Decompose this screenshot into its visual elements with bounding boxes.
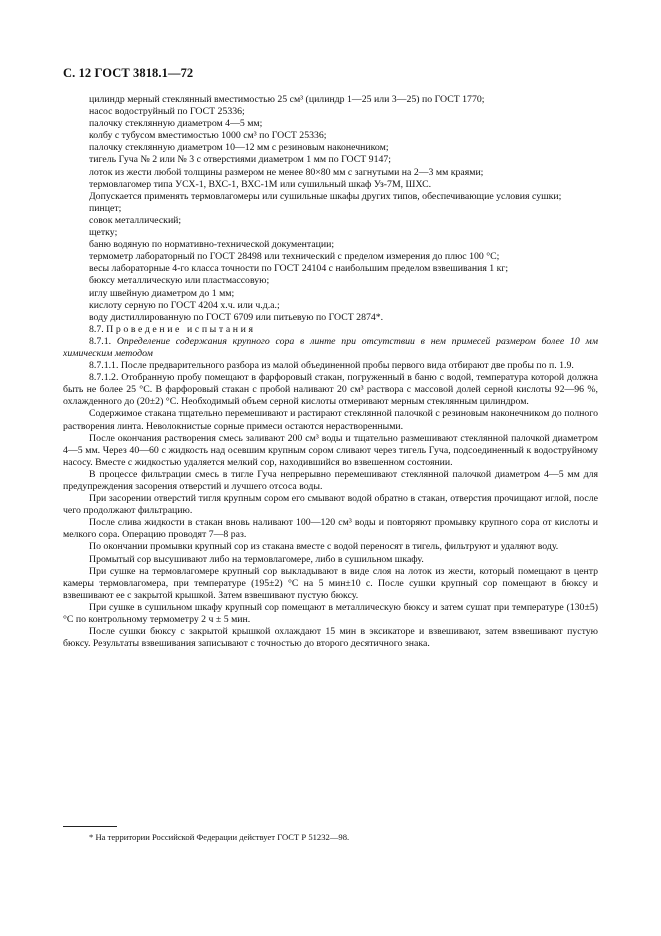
equipment-list-2 <box>63 203 598 324</box>
equipment-list <box>63 94 598 191</box>
paragraph: После слива жидкости в стакан вновь наливают 100—120 см³ воды и повторяют промывку крупного сора от кислоты и мелкого сора. Операцию проводят 7—8 раз. <box>63 517 598 541</box>
list-item: палочку стеклянную диаметром 4—5 мм; <box>89 118 263 130</box>
document-body <box>63 94 598 650</box>
list-item: кислоту серную по ГОСТ 4204 х.ч. или ч.д.а.; <box>89 299 280 311</box>
list-item: насос водоструйный по ГОСТ 25336; <box>89 106 245 118</box>
list-item: иглу швейную диаметром до 1 мм; <box>89 287 235 299</box>
list-item: термовлагомер типа УСХ-1, ВХС-1, ВХС-1М или сушильный шкаф Уз-7М, ШХС. <box>89 178 432 190</box>
list-item: палочку стеклянную диаметром 10—12 мм с резиновым наконечником; <box>89 142 389 154</box>
list-item: щетку; <box>89 227 118 239</box>
subsection-title: Определение содержания крупного сора в линте при отсутствии в нем примесей размером более 10 мм химическим методом <box>63 335 599 359</box>
paragraph: При сушке в сушильном шкафу крупный сор помещают в металлическую бюксу и затем сушат при температуре (130±5) °С по контрольному термометру 2 ч ± 5 мин. <box>63 601 598 626</box>
list-item: совок металлический; <box>89 214 182 226</box>
list-item: термометр лабораторный по ГОСТ 28498 или технический с пределом измерения до плюс 100 °С; <box>89 251 500 263</box>
paragraph: Промытый сор высушивают либо на термовлагомере, либо в сушильном шкафу. <box>89 553 424 565</box>
list-item: бюксу металлическую или пластмассовую; <box>89 275 270 287</box>
paragraph: В процессе фильтрации смесь в тигле Гуча непрерывно перемешивают стеклянной палочкой диаметром 4—5 мм для предупреждения засорения отверстий и лучшего отсоса воды. <box>63 468 598 492</box>
allow-paragraph: Допускается применять термовлагомеры или сушильные шкафы других типов, обеспечивающие условия сушки; <box>89 190 562 202</box>
paragraph: При сушке на термовлагомере крупный сор выкладывают в виде слоя на лоток из жести, который помещают в центр камеры термовлагомера, при температуре (195±2) °С на 5 мин±10 с. После сушки крупный сор помещают в бюксу и взвешивают ее с закрытой крышкой. Затем взвешивают пустую бюксу. <box>63 565 598 601</box>
paragraph: Содержимое стакана тщательно перемешивают и растирают стеклянной палочкой с резиновым наконечником до полного растворения линта. Неволокнистые сорные примеси остаются нерастворенными. <box>63 408 598 432</box>
list-item: воду дистиллированную по ГОСТ 6709 или питьевую по ГОСТ 2874*. <box>89 311 384 323</box>
section-title: Проведение испытания <box>106 323 256 335</box>
list-item: цилиндр мерный стеклянный вместимостью 25 см³ (цилиндр 1—25 или 3—25) по ГОСТ 1770; <box>89 94 485 105</box>
section-heading <box>63 324 598 336</box>
paragraph: 8.7.1.1. После предварительного разбора из малой объединенной пробы первого вида отбирают две пробы по п. 1.9. <box>89 360 574 372</box>
section-number: 8.7. <box>89 323 104 335</box>
paragraph: После сушки бюксу с закрытой крышкой охлаждают 15 мин в эксикаторе и взвешивают, затем взвешивают пустую бюксу. Результаты взвешивания записывают с точностью до второго десятичного знака. <box>63 626 598 650</box>
paragraph: При засорении отверстий тигля крупным сором его смывают водой обратно в стакан, отверстия прочищают иглой, после чего продолжают фильтрацию. <box>63 493 598 517</box>
paragraph: После окончания растворения смесь заливают 200 см³ воды и тщательно размешивают стеклянной палочкой диаметром 4—5 мм. Через 40—60 с жидкость над осевшим крупным сором сливают через тигель Гуча, подсоединенный к водоструйному насосу. Вместе с жидкостью удаляется мелкий сор, находившийся во взвешенном состоянии. <box>63 432 598 468</box>
list-item: пинцет; <box>89 202 122 214</box>
footnote: * На территории Российской Федерации действует ГОСТ Р 51232—98. <box>89 832 350 842</box>
list-item: весы лабораторные 4-го класса точности по ГОСТ 24104 с наибольшим пределом взвешивания 1 кг; <box>89 263 509 275</box>
page-header: С. 12 ГОСТ 3818.1—72 <box>63 66 194 80</box>
paragraph: 8.7.1.2. Отобранную пробу помещают в фарфоровый стакан, погруженный в баню с водой, температура которой должна быть не более 25 °С. В фарфоровый стакан с пробой наливают 20 см³ раствора с массовой долей серной кислоты 92—96 %, охлажденного до (20±2) °С. Необходимый объем серной кислоты отмеривают мерным стеклянным цилиндром. <box>63 372 598 408</box>
paragraph: По окончании промывки крупный сор из стакана вместе с водой переносят в тигель, фильтруют и удаляют воду. <box>89 541 559 553</box>
list-item: колбу с тубусом вместимостью 1000 см³ по ГОСТ 25336; <box>89 130 327 142</box>
list-item: тигель Гуча № 2 или № 3 с отверстиями диаметром 1 мм по ГОСТ 9147; <box>89 154 391 166</box>
list-item: баню водяную по нормативно-технической документации; <box>89 239 335 251</box>
subsection-heading <box>63 336 598 360</box>
footnote-divider <box>63 826 117 827</box>
list-item: лоток из жести любой толщины размером не менее 80×80 мм с загнутыми на 2—3 мм краями; <box>89 166 484 178</box>
subsection-number: 8.7.1. <box>89 335 112 347</box>
